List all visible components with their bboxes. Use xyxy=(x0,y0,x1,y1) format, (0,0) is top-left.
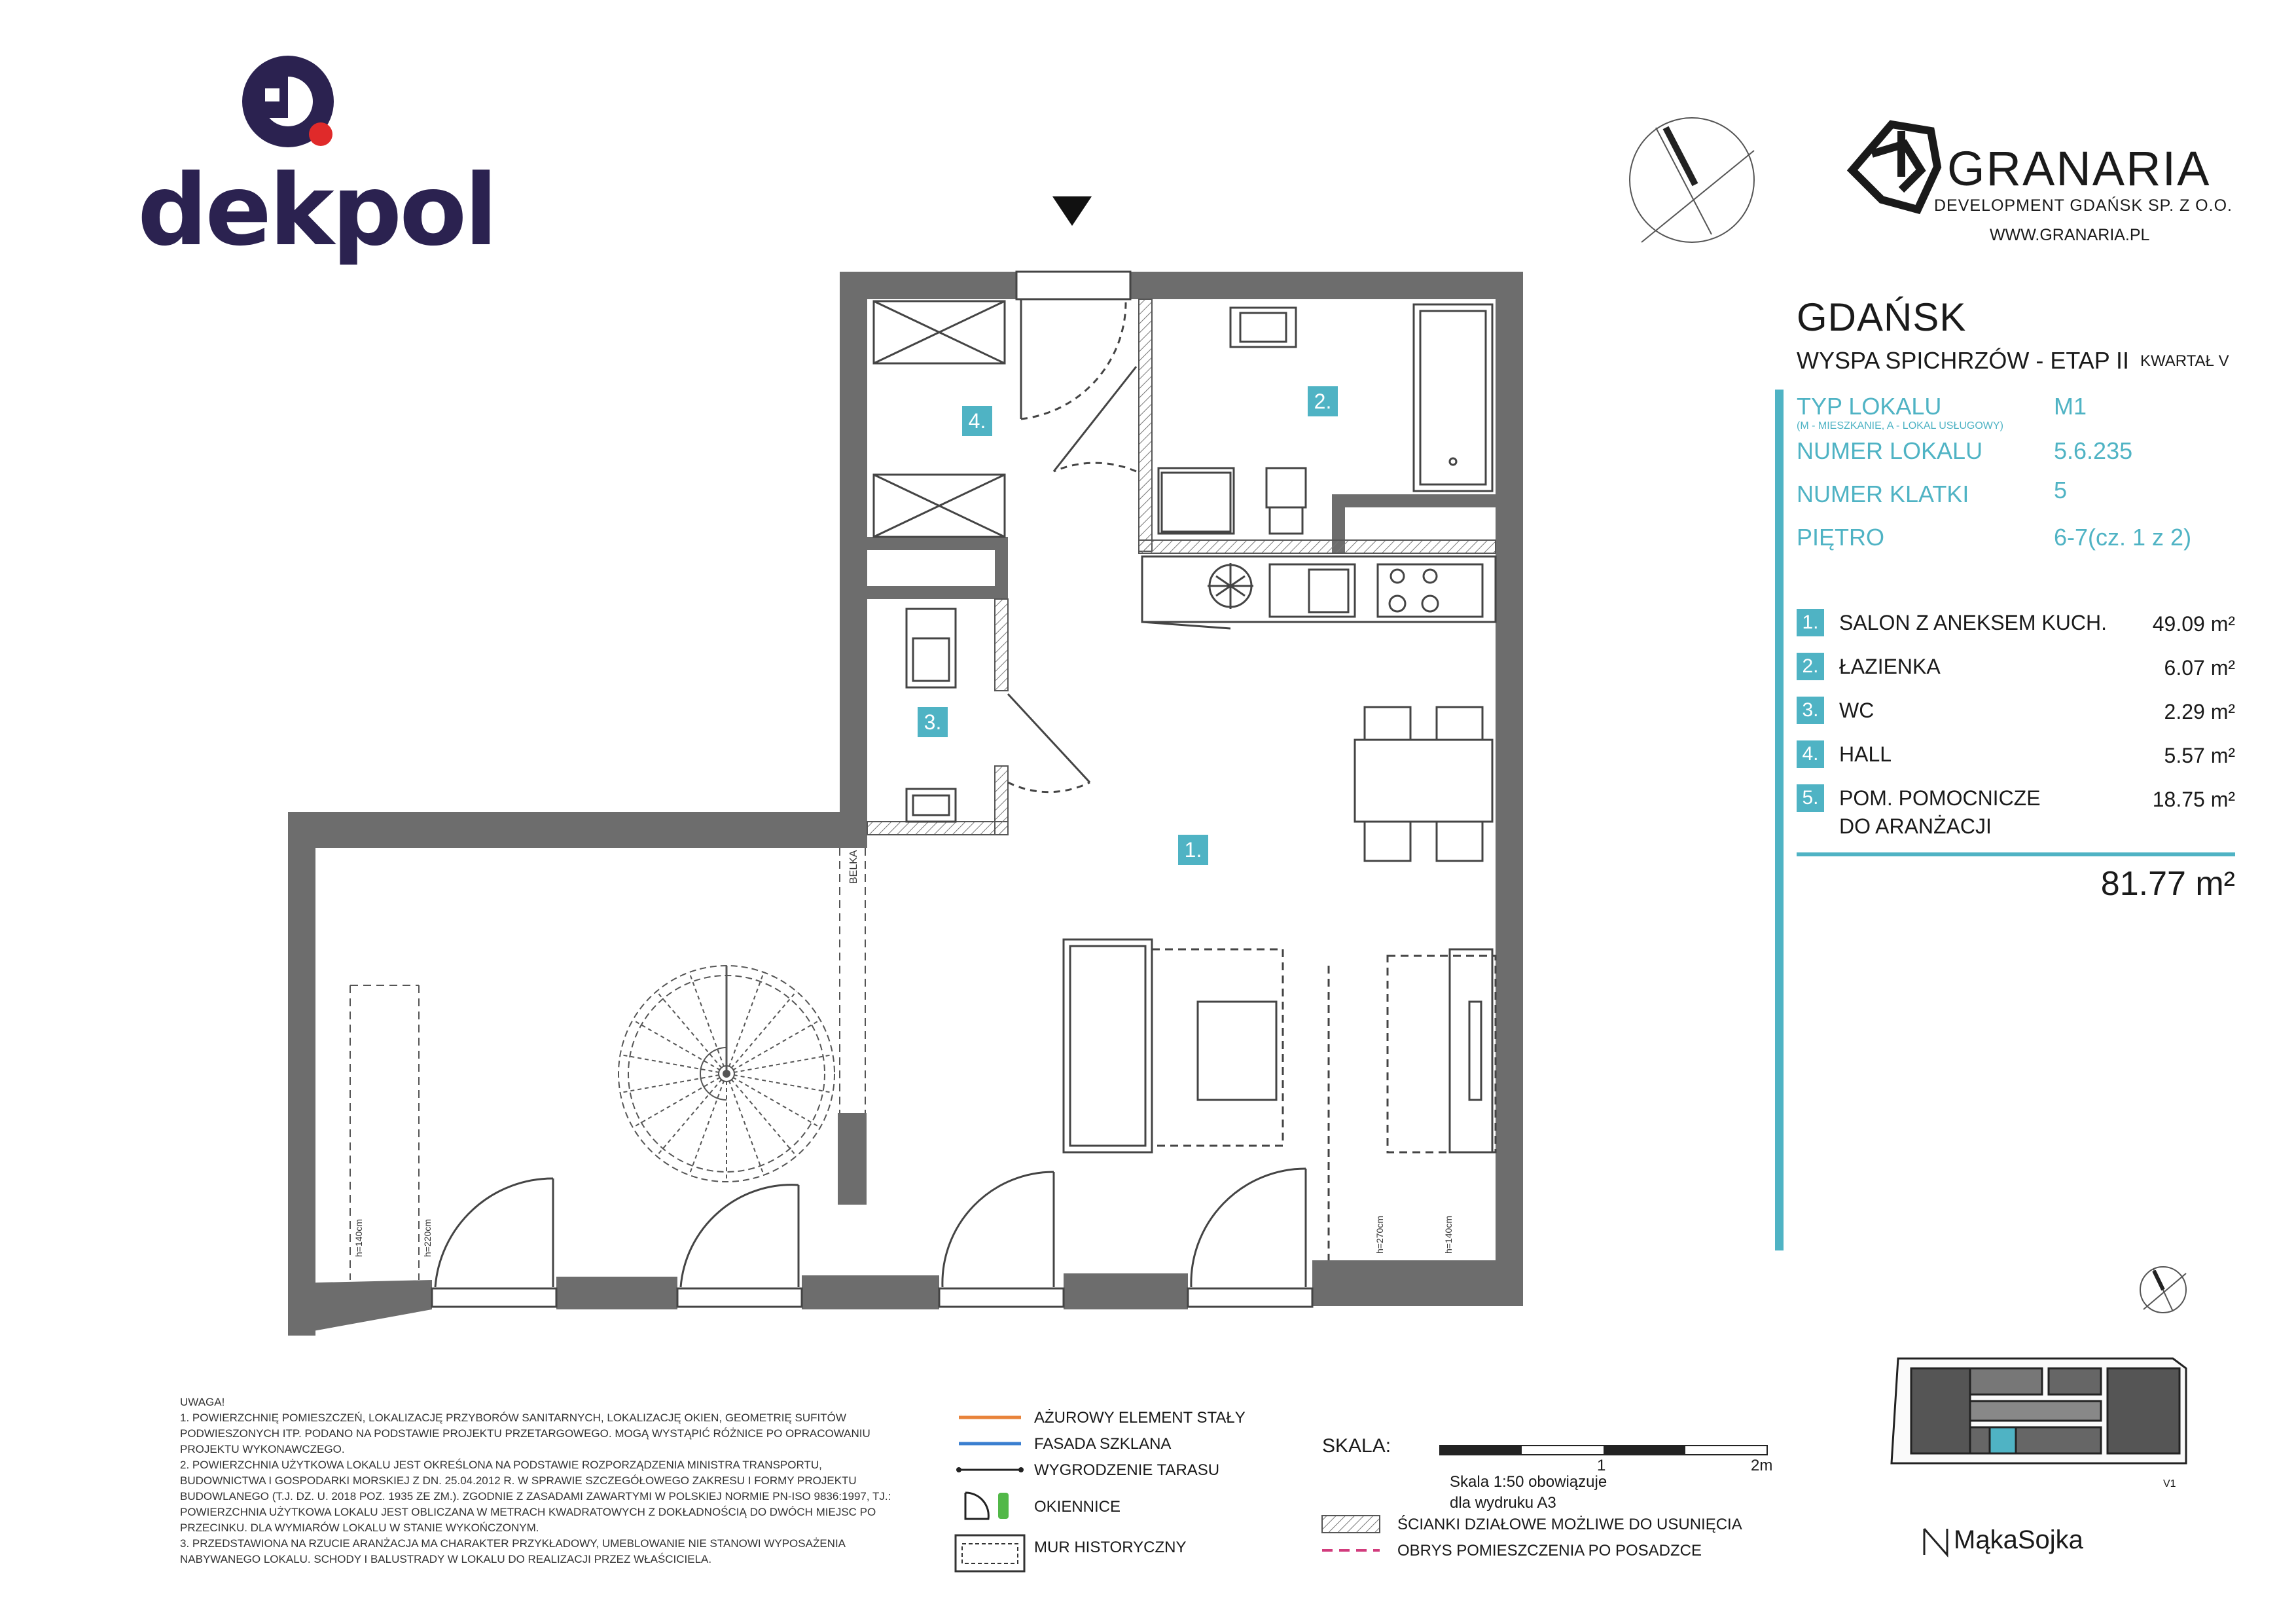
scale-tick-1: 1 xyxy=(1597,1457,1606,1474)
unit-type-value: M1 xyxy=(2054,393,2087,420)
dekpol-wordmark: dekpol xyxy=(137,154,495,268)
note-2: 2. POWIERZCHNIA UŻYTKOWA LOKALU JEST OKREŚLONA NA PODSTAWIE ROZPORZĄDZENIA MINISTRA TRANSPORTU, BUDOWNICTWA I GOSPODARKI MORSKIEJ Z DN. 25.04.2012 R. W SPRAWIE SZCZEGÓŁOWEGO ZAKRESU I FORMY PROJEKTU BUDOWLANEGO (T.J. DZ. U. 2018 POZ. 1935 ZE ZM.). ZGODNIE Z ZASADAMI ZAWARTYMI W POLSKIEJ NORMIE PN-ISO 9836:1997, TJ.: POWIERZCHNIA UŻYTKOWA LOKALU JEST OBLICZANA W METRACH KWADRATOWYCH Z DOKŁADNOŚCIĄ DO DWÓCH MIEJSC PO PRZECINKU. DLA WYMIARÓW LOKALU W STANIE WYKOŃCZONYM. xyxy=(180,1459,891,1534)
stair-number-label: NUMER KLATKI xyxy=(1797,481,1969,507)
unit-type-hint: (M - MIESZKANIE, A - LOKAL USŁUGOWY) xyxy=(1797,420,2003,431)
legend-floor-outline: OBRYS POMIESZCZENIA PO POSADZCE xyxy=(1397,1542,1702,1559)
room-tag-1: 1. xyxy=(1178,835,1208,865)
legend-glass-facade: FASADA SZKLANA xyxy=(1034,1435,1172,1453)
scale-bar xyxy=(1440,1446,1767,1455)
height-label-4: h=140cm xyxy=(1443,1216,1454,1254)
unit-type-label: TYP LOKALU xyxy=(1797,393,1942,420)
unit-number-label: NUMER LOKALU xyxy=(1797,437,1983,464)
room-area: 6.07 m² xyxy=(2164,656,2235,680)
legend-historic-wall: MUR HISTORYCZNY xyxy=(1034,1539,1187,1556)
compass-small-icon xyxy=(2140,1267,2186,1313)
room-number: 5. xyxy=(1797,784,1824,812)
room-name: HALL xyxy=(1839,742,1892,766)
legend-openwork: AŻUROWY ELEMENT STAŁY xyxy=(1034,1409,1246,1427)
room-number: 1. xyxy=(1797,609,1824,636)
beam-label: BELKA xyxy=(848,850,859,884)
height-label-3: h=270cm xyxy=(1374,1216,1385,1254)
room-area: 5.57 m² xyxy=(2164,744,2235,767)
height-label-1: h=140cm xyxy=(353,1219,364,1257)
note-1: 1. POWIERZCHNIĘ POMIESZCZEŃ, LOKALIZACJĘ PRZYBORÓW SANITARNYCH, LOKALIZACJĘ OKIEN, GEOMETRIĘ SUFITÓW PODWIESZONYCH ITP. PODANO NA PODSTAWIE PROJEKTU PRZETARGOWEGO. MOGĄ WYSTĄPIĆ RÓŻNICE PO OPRACOWANIU PROJEKTU WYKONAWCZEGO. xyxy=(180,1412,870,1455)
total-divider xyxy=(1797,852,2235,856)
quarter-label: KWARTAŁ V xyxy=(2140,352,2229,370)
granaria-name: GRANARIA xyxy=(1947,141,2211,196)
room-name-line2: DO ARANŻACJI xyxy=(1839,814,1992,838)
room-number: 3. xyxy=(1797,697,1824,724)
room-name: WC xyxy=(1839,699,1874,722)
scale-label: SKALA: xyxy=(1322,1435,1391,1457)
makasojka-logo-icon xyxy=(1924,1529,1947,1555)
architect-logo-text: MąkaSojka xyxy=(1954,1525,2083,1554)
scale-note-2: dla wydruku A3 xyxy=(1450,1494,1556,1512)
note-3: 3. PRZEDSTAWIONA NA RZUCIE ARANŻACJA MA CHARAKTER PRZYKŁADOWY, UMEBLOWANIE NIE STANOWI WYPOSAŻENIA NABYWANEGO LOKALU. SCHODY I BALUSTRADY W LOKALU DO REALIZACJI PRZEZ WŁAŚCICIELA. xyxy=(180,1537,846,1565)
room-tag-3: 3. xyxy=(918,707,948,737)
legend-removable-walls: ŚCIANKI DZIAŁOWE MOŻLIWE DO USUNIĘCIA xyxy=(1397,1516,1742,1533)
room-area: 49.09 m² xyxy=(2152,612,2235,636)
key-plan xyxy=(1892,1359,2186,1463)
room-tag-2: 2. xyxy=(1308,386,1338,416)
floor-label: PIĘTRO xyxy=(1797,524,1885,551)
room-area: 2.29 m² xyxy=(2164,700,2235,723)
info-accent-bar xyxy=(1775,390,1784,1250)
scale-note-1: Skala 1:50 obowiązuje xyxy=(1450,1473,1607,1491)
total-area: 81.77 m² xyxy=(2100,865,2235,903)
floor-value: 6-7(cz. 1 z 2) xyxy=(2054,524,2192,551)
spiral-stair xyxy=(619,966,834,1182)
notes xyxy=(180,1395,893,1567)
granaria-logo xyxy=(1833,121,2238,252)
room-name: ŁAZIENKA xyxy=(1839,655,1941,678)
keyplan-mark: V1 xyxy=(2163,1478,2176,1489)
legend-shutters: OKIENNICE xyxy=(1034,1498,1121,1516)
room-number: 4. xyxy=(1797,740,1824,768)
notes-title: UWAGA! xyxy=(180,1396,225,1408)
dekpol-logo xyxy=(137,56,495,268)
unit-number-value: 5.6.235 xyxy=(2054,437,2133,464)
estate-title: WYSPA SPICHRZÓW - ETAP II xyxy=(1797,347,2130,374)
room-area: 18.75 m² xyxy=(2152,788,2235,811)
stair-number-value: 5 xyxy=(2054,477,2068,503)
granaria-subtitle: DEVELOPMENT GDAŃSK SP. Z O.O. xyxy=(1934,196,2233,215)
entrance-arrow xyxy=(1052,196,1092,226)
legend-terrace-fence: WYGRODZENIE TARASU xyxy=(1034,1461,1220,1479)
height-label-2: h=220cm xyxy=(422,1219,433,1257)
room-tag-4: 4. xyxy=(962,406,992,436)
city-title: GDAŃSK xyxy=(1797,295,1967,339)
granaria-website: WWW.GRANARIA.PL xyxy=(1990,226,2150,244)
scale-tick-2: 2m xyxy=(1751,1457,1773,1474)
room-name: SALON Z ANEKSEM KUCH. xyxy=(1839,611,2107,634)
room-number: 2. xyxy=(1797,653,1824,680)
compass-icon xyxy=(1630,118,1754,242)
room-name: POM. POMOCNICZE xyxy=(1839,786,2041,810)
